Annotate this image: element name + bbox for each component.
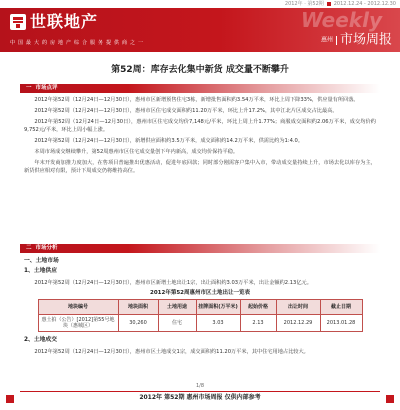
section-header-bar — [20, 244, 380, 253]
column-header: 土地用途 — [158, 300, 196, 315]
section-market-review — [20, 84, 380, 242]
land-supply-table — [38, 299, 363, 332]
section-heading: 市场点评 — [35, 85, 58, 91]
paragraph: 2012年第52周（12月24日—12月30日），新增供应面积约3.5万平米，成交面积约14.2万平米，供需比约为1:4.0。 — [34, 138, 304, 144]
paragraph: 本周市场成交继续攀升，第52周惠州市区住宅成交量创下年内新高，成交均价保持平稳。 — [34, 149, 239, 155]
table-cell: 2012.12.29 — [276, 315, 320, 332]
table-cell: 3.03 — [196, 315, 240, 332]
section-header-bar — [20, 84, 380, 93]
table-cell: 2013.01.28 — [320, 315, 362, 332]
table-header-row — [38, 300, 362, 315]
land-deal-paragraph: 2012年第52周（12月24日—12月30日），惠州市区土地成交1宗，成交面积约11.20万平米，其中住宅用地占比较大。 — [34, 349, 309, 355]
land-supply-paragraph: 2012年第52周（12月24日—12月30日），惠州市区新增土地出让1宗，出让面积约3.03万平米，出让金额约2.13亿元。 — [34, 280, 312, 286]
paragraph: 2012年第52周（12月24日—12月30日），惠州市区住宅成交面积约11.20万平米，环比上升17.2%，其中江北片区成交占比最高。 — [34, 108, 338, 114]
paragraph: 年末开发商加推力度加大，在售项目普遍推出优惠活动，促进年底回款；同时部分刚需客户集中入市，带动成交量持续上升，市场去化以库存为主，新货供应相对有限，预计下周成交仍将维持高位。 — [24, 160, 376, 174]
divider — [336, 36, 337, 45]
square-icon — [327, 2, 331, 6]
issue-label: 2012年 · 第52期 — [284, 1, 324, 7]
city-label: 惠州 — [320, 36, 333, 44]
column-header: 起始价格 — [240, 300, 276, 315]
table-cell: 住宅 — [158, 315, 196, 332]
footer-logo-icon — [6, 395, 14, 403]
column-header: 出让时间 — [276, 300, 320, 315]
company-slogan: 中国最大的房地产综合服务提供商之一 — [10, 40, 147, 46]
company-name: 世联地产 — [30, 12, 99, 31]
column-header: 地块面积 — [118, 300, 158, 315]
land-deal-heading: 2、土地成交 — [24, 337, 58, 343]
table-row — [38, 315, 362, 332]
page-number: 1/8 — [195, 383, 205, 389]
land-market-heading: 一、土地市场 — [24, 258, 59, 264]
top-issue-bar — [0, 0, 400, 8]
column-header: 地块编号 — [38, 300, 118, 315]
paragraph: 2012年第52周（12月24日—12月30日），惠州市区新增预售住宅3栋，新增批售面积约3.54万平米，环比上周下降33%，供应量有所回落。 — [34, 97, 359, 103]
section-heading: 市场分析 — [35, 245, 58, 251]
report-header — [0, 8, 400, 52]
table-title: 2012年第52周惠州市区土地出让一览表 — [150, 290, 250, 296]
section-market-analysis — [20, 244, 380, 382]
footer-logo-icon — [386, 395, 394, 403]
report-tag — [321, 32, 392, 49]
company-logo-icon — [10, 14, 26, 30]
date-range: 2012.12.24 - 2012.12.30 — [333, 1, 396, 7]
page-footer: 2012年 第52期 惠州市场周报 仅供内部参考 — [20, 391, 380, 404]
page-title: 第52周：库存去化集中新货 成交量不断攀升 — [111, 65, 289, 75]
table-cell: 2.13 — [240, 315, 276, 332]
weekly-watermark: Weekly — [300, 8, 382, 32]
report-name: 市场周报 — [339, 32, 392, 48]
section-number: 一 — [26, 85, 32, 91]
section-number: 二 — [26, 245, 32, 251]
paragraph: 2012年第52周（12月24日—12月30日），惠州市区住宅成交均价7,148元/平米，环比上周上升1.77%；商服成交面积约2.06万平米，成交均价约9,752元/平米，环比上周小幅上涨。 — [24, 119, 376, 133]
land-supply-heading: 1、土地供应 — [24, 268, 58, 274]
column-header: 截止日期 — [320, 300, 362, 315]
column-header: 挂牌面积(万平米) — [196, 300, 240, 315]
table-cell: 30,260 — [118, 315, 158, 332]
table-cell: 惠土拍（公告）[2012]第55号地块（惠城区） — [38, 315, 118, 332]
